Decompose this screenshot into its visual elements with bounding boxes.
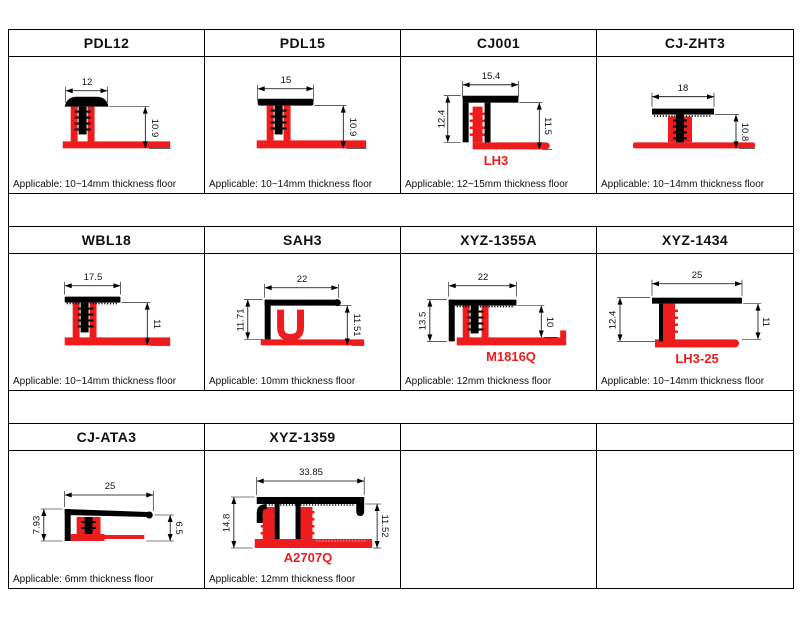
profile-cross-section-diagram — [401, 254, 596, 390]
dimension-left: 13.5 — [417, 311, 429, 331]
product-code: PDL15 — [279, 35, 326, 51]
profile-cell-cj-zht3 — [597, 57, 793, 194]
dimension-top: 15 — [280, 75, 292, 86]
profile-cell-xyz-1355a — [401, 254, 597, 391]
applicable-note: Applicable: 10~14mm thickness floor — [601, 376, 765, 387]
product-code: PDL12 — [83, 35, 130, 51]
applicable-note: Applicable: 10~14mm thickness floor — [13, 376, 177, 387]
applicable-note: Applicable: 10~14mm thickness floor — [601, 179, 765, 190]
profile-table — [8, 29, 794, 589]
product-code: SAH3 — [283, 232, 322, 248]
header-cell-pdl15 — [205, 30, 401, 57]
dimension-top: 18 — [677, 83, 689, 94]
insert-model-label: A2707Q — [283, 550, 333, 565]
applicable-note: Applicable: 10~14mm thickness floor — [13, 179, 177, 190]
dimension-right: 11 — [150, 319, 162, 329]
applicable-note: Applicable: 12mm thickness floor — [209, 574, 356, 585]
dimension-left: 12.4 — [607, 310, 619, 330]
applicable-note: Applicable: 6mm thickness floor — [13, 574, 154, 585]
profile-cell-pdl15 — [205, 57, 401, 194]
profile-cell-cj001 — [401, 57, 597, 194]
dimension-left: 11.71 — [235, 308, 247, 332]
dimension-left: 7.93 — [31, 515, 43, 535]
profile-cell-cj-ata3 — [9, 451, 205, 588]
dimension-top: 17.5 — [83, 272, 103, 283]
profile-cross-section-diagram — [205, 57, 400, 193]
header-cell-cj-ata3 — [9, 424, 205, 451]
dimension-top: 25 — [104, 481, 116, 492]
dimension-right: 10.9 — [148, 118, 160, 138]
dimension-top: 12 — [81, 77, 93, 88]
insert-model-label: LH3-25 — [675, 351, 719, 366]
profile-cell-xyz-1359 — [205, 451, 401, 588]
empty-cell — [401, 451, 597, 588]
header-cell-wbl18 — [9, 227, 205, 254]
profile-cell-sah3 — [205, 254, 401, 391]
empty-cell — [597, 451, 793, 588]
applicable-note: Applicable: 10mm thickness floor — [209, 376, 356, 387]
dimension-top: 33.85 — [299, 467, 323, 478]
dimension-top: 15.4 — [481, 71, 501, 82]
profile-cross-section-diagram — [9, 254, 204, 390]
dimension-right: 10.8 — [738, 122, 750, 142]
dimension-right: 11.5 — [541, 117, 553, 135]
profile-cross-section-diagram — [9, 57, 204, 193]
product-code: CJ001 — [476, 35, 521, 51]
header-cell-cj001 — [401, 30, 597, 57]
empty-header-cell — [401, 424, 597, 451]
product-code: WBL18 — [81, 232, 132, 248]
applicable-note: Applicable: 12mm thickness floor — [405, 376, 552, 387]
dimension-right: 10 — [543, 316, 555, 328]
header-cell-xyz-1355a — [401, 227, 597, 254]
dimension-left: 14.8 — [221, 513, 233, 533]
dimension-top: 25 — [691, 270, 703, 281]
header-cell-sah3 — [205, 227, 401, 254]
product-code: XYZ-1355A — [460, 232, 537, 248]
profile-cross-section-diagram — [597, 57, 793, 193]
product-code: XYZ-1359 — [269, 429, 336, 445]
dimension-top: 22 — [296, 274, 308, 285]
header-cell-xyz-1434 — [597, 227, 793, 254]
applicable-note: Applicable: 12~15mm thickness floor — [405, 179, 569, 190]
insert-model-label: LH3 — [483, 153, 509, 168]
row-spacer — [9, 194, 793, 227]
dimension-right: 11.52 — [378, 514, 390, 538]
profile-cell-pdl12 — [9, 57, 205, 194]
dimension-left: 12.4 — [436, 109, 448, 129]
dimension-right: 10.9 — [346, 117, 358, 137]
applicable-note: Applicable: 10~14mm thickness floor — [209, 179, 373, 190]
dimension-top: 22 — [477, 272, 489, 283]
dimension-right: 11.51 — [350, 313, 362, 337]
product-code: CJ-ATA3 — [76, 429, 137, 445]
row-spacer — [9, 391, 793, 424]
profile-cell-xyz-1434 — [597, 254, 793, 391]
profile-cell-wbl18 — [9, 254, 205, 391]
header-cell-xyz-1359 — [205, 424, 401, 451]
dimension-right: 6.5 — [172, 521, 184, 535]
insert-model-label: M1816Q — [486, 349, 536, 364]
dimension-right: 11 — [759, 317, 771, 327]
header-cell-cj-zht3 — [597, 30, 793, 57]
product-code: CJ-ZHT3 — [664, 35, 726, 51]
empty-header-cell — [597, 424, 793, 451]
product-code: XYZ-1434 — [661, 232, 729, 248]
header-cell-pdl12 — [9, 30, 205, 57]
